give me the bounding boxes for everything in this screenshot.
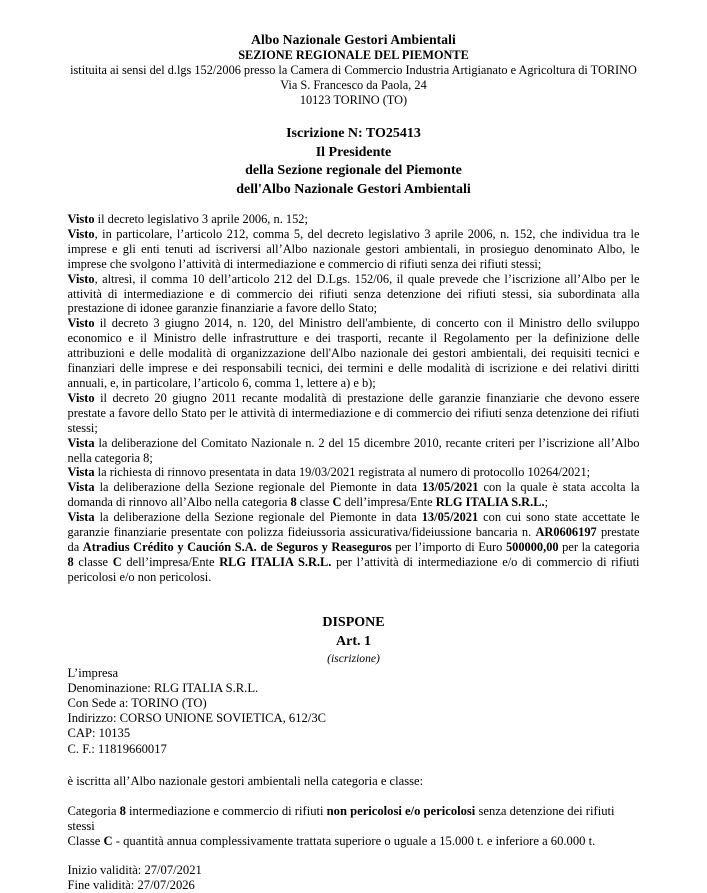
spacer xyxy=(68,757,640,774)
dispone-heading: DISPONE xyxy=(322,614,385,630)
iscrizione-intro: è iscritta all’Albo nazionale gestori ambientali nella categoria e classe: xyxy=(67,773,424,788)
premise-item xyxy=(68,391,640,436)
cf-label: C. F.: xyxy=(67,741,98,756)
cf-value: 11819660017 xyxy=(98,741,167,756)
premise-keyword: Vista xyxy=(67,435,95,450)
premise-text: la deliberazione della Sezione regionale del Piemonte in data xyxy=(94,480,423,495)
premise-text: classe xyxy=(73,554,113,569)
premise-text: , in particolare, l’articolo 212, comma 5, del decreto legislativo 3 aprile 2006, n. 152, che individua tra le imprese e gli enti tenuti ad iscriversi all’Albo nazionale gestori ambientali, in prosieguo denominato Albo, le imprese che svolgono l’attività di intermediazione e commercio di rifiuti senza dei rifiuti stessi; xyxy=(67,226,640,271)
categoria-label: Categoria xyxy=(67,804,120,819)
premise-text: dell’impresa/Ente xyxy=(341,495,436,510)
premise-text: il decreto 20 giugno 2011 recante modalità di prestazione delle garanzie finanziarie che devono essere prestate a favore dello Stato per le attività di intermediazione e di commercio dei rifiuti senza detenzione dei rifiuti stessi; xyxy=(67,390,640,435)
registration-title-block xyxy=(0,125,707,199)
validity-start-label: Inizio validità: xyxy=(67,862,145,877)
class-value: C xyxy=(112,554,122,569)
company-name: RLG ITALIA S.R.L. xyxy=(219,554,332,569)
premise-keyword: Visto xyxy=(67,212,95,226)
premise-text: il decreto legislativo 3 aprile 2006, n. 152; xyxy=(94,212,308,226)
premise-text: ; xyxy=(544,495,549,510)
categoria-line xyxy=(68,804,640,834)
waste-type: non pericolosi e/o pericolosi xyxy=(326,804,476,819)
categoria-number: 8 xyxy=(119,804,126,819)
company-indirizzo xyxy=(68,711,640,726)
organization-section: SEZIONE REGIONALE DEL PIEMONTE xyxy=(238,48,469,62)
article-subject: (iscrizione) xyxy=(327,651,380,665)
premise-item xyxy=(68,227,640,272)
premise-keyword: Vista xyxy=(67,480,95,495)
premise-keyword: Vista xyxy=(67,510,95,525)
cap-label: CAP: xyxy=(67,726,99,741)
validity-end-value: 27/07/2026 xyxy=(137,877,195,892)
dispone-block xyxy=(68,613,640,666)
premise-item xyxy=(68,316,640,391)
organization-title: Albo Nazionale Gestori Ambientali xyxy=(251,32,456,47)
premise-keyword: Visto xyxy=(67,271,95,286)
premise-text: il decreto 3 giugno 2014, n. 120, del Ministro dell'ambiente, di concerto con il Ministro dello sviluppo economico e il Ministro delle infrastrutture e dei trasporti, recante il Regolamento per la definizione delle attribuzioni e delle modalità di organizzazione dell'Albo nazionale dei gestori ambientali, dei requisiti tecnici e finanziari delle imprese e dei responsabili tecnici, dei termini e delle modalità di iscrizione e dei relativi diritti annuali, e, in particolare, l’articolo 6, comma 1, lettere a) e b); xyxy=(67,316,640,390)
sede-value: TORINO (TO) xyxy=(131,696,207,711)
company-denominazione xyxy=(68,681,640,696)
class-value: C xyxy=(332,495,342,510)
guarantee-amount: 500000,00 xyxy=(505,539,559,554)
organization-city: 10123 TORINO (TO) xyxy=(299,93,408,107)
premise-keyword: Visto xyxy=(67,226,95,241)
albo-label: dell'Albo Nazionale Gestori Ambientali xyxy=(236,181,471,197)
category-value: 8 xyxy=(290,495,297,510)
premise-item xyxy=(68,436,640,466)
policy-number: AR0606197 xyxy=(535,525,597,540)
denominazione-label: Denominazione: xyxy=(67,680,154,695)
deliberation-date: 13/05/2021 xyxy=(421,510,479,525)
company-codice-fiscale xyxy=(68,742,640,757)
premise-text: , altresì, il comma 10 dell’articolo 212 del D.Lgs. 152/06, il quale prevede che l’iscrizione all’Albo per le attività di intermediazione e di commercio dei rifiuti senza detenzione dei rifiuti stessi, sia subordinata alla prestazione di idonee garanzie finanziarie a favore dello Stato; xyxy=(67,271,640,316)
validity-start-value: 27/07/2021 xyxy=(144,862,202,877)
premise-text: prestate da xyxy=(67,525,640,554)
organization-address: Via S. Francesco da Paola, 24 xyxy=(280,78,427,92)
premise-text: dell’impresa/Ente xyxy=(121,554,220,569)
premise-text: per l’importo di Euro xyxy=(391,539,506,554)
premise-text: con cui sono state accettate le garanzie finanziarie presentate con polizza fideiussoria assicurativa/fideiussione bancaria n. xyxy=(67,510,640,540)
classe-label: Classe xyxy=(67,834,104,849)
premise-keyword: Visto xyxy=(67,390,95,405)
organization-established: istituita ai sensi del d.lgs 152/2006 presso la Camera di Commercio Industria Artigianato e Agricoltura di TORINO xyxy=(70,63,637,77)
premise-item xyxy=(68,510,640,585)
premise-text: la deliberazione del Comitato Nazionale n. 2 del 15 dicembre 2010, recante criteri per l’iscrizione all’Albo nella categoria 8; xyxy=(67,435,640,465)
spacer xyxy=(68,850,640,863)
company-cap xyxy=(68,726,640,741)
insurer-name: Atradius Crédito y Caución S.A. de Seguros y Reaseguros xyxy=(82,539,392,554)
premise-keyword: Visto xyxy=(67,316,95,331)
classe-line xyxy=(68,834,640,849)
premise-text: per l’attività di intermediazione e/o di commercio di rifiuti pericolosi e/o non pericolosi. xyxy=(67,554,640,584)
spacer xyxy=(68,789,640,804)
company-intro: L’impresa xyxy=(67,665,119,680)
classe-letter: C xyxy=(103,834,113,849)
premise-keyword: Vista xyxy=(67,465,95,480)
premise-text: classe xyxy=(296,495,333,510)
categoria-desc: intermediazione e commercio di rifiuti xyxy=(125,804,327,819)
document-header xyxy=(0,0,707,108)
classe-desc: - quantità annua complessivamente trattata superiore o uguale a 15.000 t. e inferiore a 60.000 t. xyxy=(112,834,596,849)
category-value: 8 xyxy=(67,554,74,569)
premise-text: la richiesta di rinnovo presentata in data 19/03/2021 registrata al numero di protocollo 10264/2021; xyxy=(94,465,591,480)
premise-item xyxy=(68,480,640,510)
president-label: Il Presidente xyxy=(315,144,392,160)
validity-start xyxy=(68,863,640,878)
premise-item xyxy=(68,465,640,480)
sede-label: Con Sede a: xyxy=(67,696,132,711)
premise-text: con la quale è stata accolta la domanda di rinnovo all’Albo nella categoria xyxy=(67,480,640,510)
denominazione-value: RLG ITALIA S.R.L. xyxy=(153,680,259,695)
validity-end-label: Fine validità: xyxy=(67,877,138,892)
company-name: RLG ITALIA S.R.L. xyxy=(435,495,545,510)
premise-item xyxy=(68,272,640,317)
company-sede xyxy=(68,696,640,711)
validity-end xyxy=(68,878,640,893)
premises-body xyxy=(68,212,640,893)
indirizzo-label: Indirizzo: xyxy=(67,711,120,726)
regional-section-label: della Sezione regionale del Piemonte xyxy=(245,163,462,178)
cap-value: 10135 xyxy=(98,726,131,741)
premise-text: per la categoria xyxy=(558,539,640,554)
premise-item xyxy=(68,212,640,227)
premise-text: la deliberazione della Sezione regionale del Piemonte in data xyxy=(94,510,422,525)
deliberation-date: 13/05/2021 xyxy=(422,480,479,495)
indirizzo-value: CORSO UNIONE SOVIETICA, 612/3C xyxy=(119,711,327,726)
categoria-desc-end: senza detenzione dei rifiuti stessi xyxy=(67,804,615,834)
registration-number: Iscrizione N: TO25413 xyxy=(286,126,421,141)
article-heading: Art. 1 xyxy=(336,633,371,649)
